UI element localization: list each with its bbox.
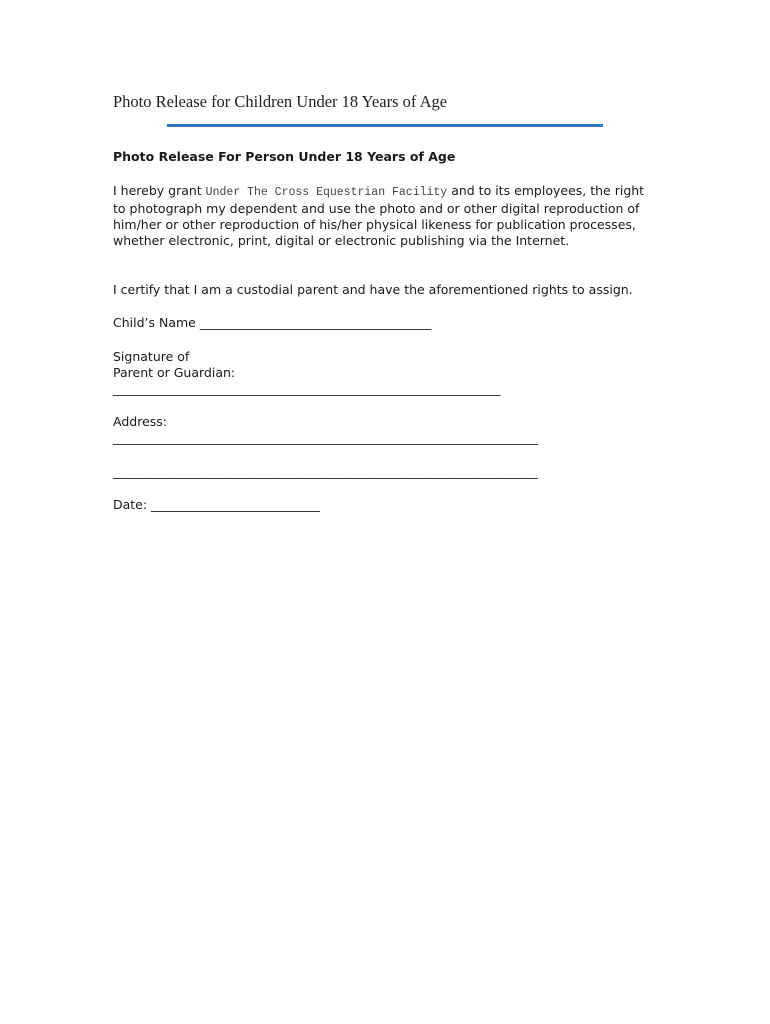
signature-blank: ______________________________________________________________ [113, 381, 501, 396]
date-label: Date: [113, 497, 148, 512]
address-field [113, 414, 658, 446]
grantee-name: Under The Cross Equestrian Facility [205, 186, 448, 199]
signature-label-line2: Parent or Guardian: [113, 365, 236, 380]
address-label: Address: [113, 414, 167, 429]
signature-field [113, 349, 658, 397]
certify-paragraph: I certify that I am a custodial parent and have the aforementioned rights to assign. [113, 282, 633, 297]
grant-suffix: and to its employees, the right to photograph my dependent and use the photo and or other digital reproduction of him/her or other reproduction of his/her physical likeness for publication processes, whether electronic, print, digital or electronic publishing via the Internet. [113, 183, 645, 248]
child-name-label: Child’s Name [113, 315, 196, 330]
child-name-field [113, 315, 658, 331]
grant-paragraph [113, 183, 658, 249]
date-blank: ___________________________ [151, 497, 320, 512]
grant-prefix: I hereby grant [113, 183, 206, 198]
form-heading: Photo Release For Person Under 18 Years of Age [113, 149, 456, 164]
signature-label-line1: Signature of [113, 349, 190, 364]
document-title: Photo Release for Children Under 18 Years of Age [113, 92, 448, 111]
title-underline [167, 124, 603, 127]
date-field [113, 497, 658, 513]
address-blank-2: ____________________________________________________________________ [113, 464, 538, 479]
address-blank-1: ____________________________________________________________________ [113, 430, 538, 445]
address-blank-2-row [113, 464, 658, 480]
child-name-blank: _____________________________________ [199, 315, 432, 330]
